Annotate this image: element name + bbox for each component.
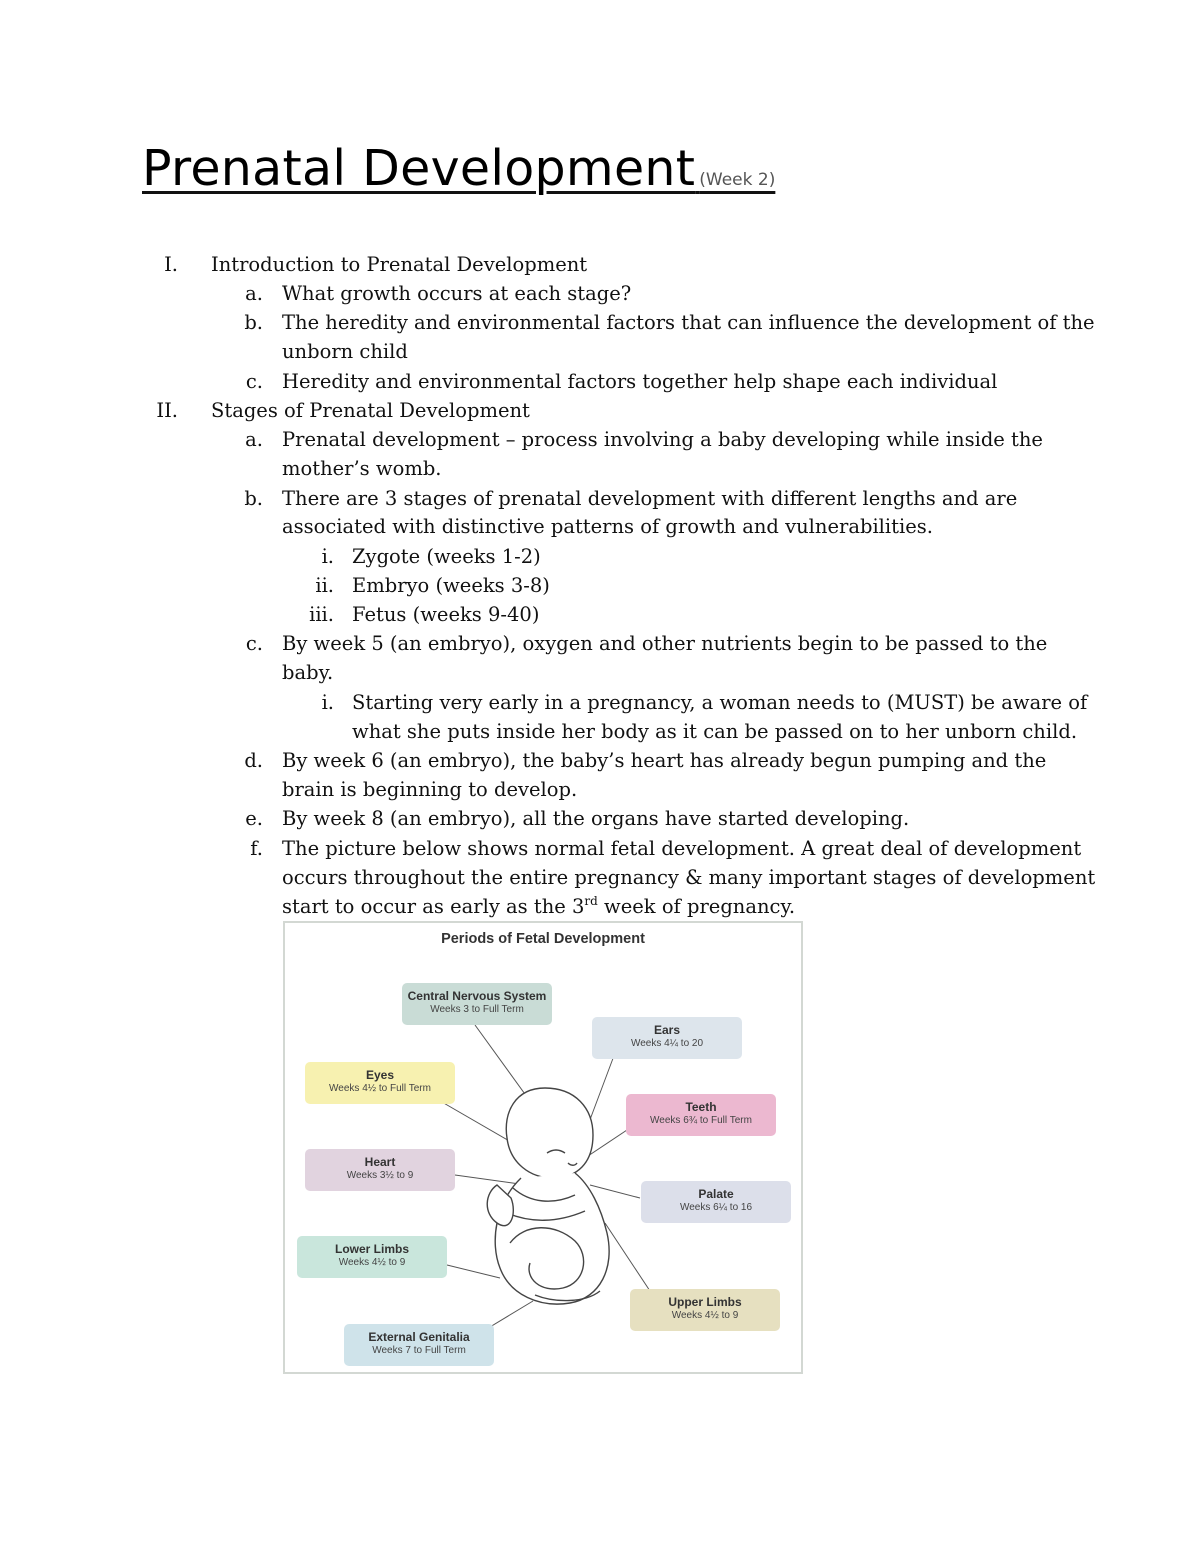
outline-item-i-b-line2: unborn child	[282, 340, 408, 363]
label-palate	[641, 1181, 791, 1223]
label-central-nervous-system	[402, 983, 552, 1025]
outline-item-ii-d-line2: brain is beginning to develop.	[282, 778, 578, 801]
fetus-body	[495, 1173, 609, 1304]
label-ears-name: Ears	[653, 1023, 681, 1037]
outline-item-ii-c-i-line1: Starting very early in a pregnancy, a woman needs to (MUST) be aware of	[352, 691, 1088, 714]
leader-line-upper-limbs	[605, 1223, 650, 1291]
outline-item-ii-b-i: Zygote (weeks 1-2)	[352, 545, 541, 568]
label-eyes-name: Eyes	[365, 1068, 395, 1082]
label-ears-weeks: Weeks 4¼ to 20	[630, 1038, 704, 1049]
outline-marker-ii-e: e.	[245, 807, 263, 830]
label-lower-limbs-weeks: Weeks 4½ to 9	[338, 1257, 406, 1268]
leader-line-lower-limbs	[447, 1265, 500, 1278]
line3-post: week of pregnancy.	[597, 895, 796, 918]
outline-item-ii-b-iii: Fetus (weeks 9-40)	[352, 603, 540, 626]
outline-marker-i-a: a.	[245, 282, 263, 305]
outline-item-ii-a-line2: mother’s womb.	[282, 457, 442, 480]
outline-item-ii-f-line1: The picture below shows normal fetal development. A great deal of development	[282, 837, 1082, 860]
label-eyes	[305, 1062, 455, 1104]
label-eyes-weeks: Weeks 4½ to Full Term	[329, 1083, 431, 1094]
outline-item-i: Introduction to Prenatal Development	[211, 253, 588, 276]
label-cns-weeks: Weeks 3 to Full Term	[430, 1004, 524, 1015]
label-upper-limbs-weeks: Weeks 4½ to 9	[671, 1310, 739, 1321]
label-teeth-name: Teeth	[685, 1100, 717, 1114]
label-upper-limbs-name: Upper Limbs	[668, 1295, 742, 1309]
outline-item-ii-f-line2: occurs throughout the entire pregnancy & many important stages of development	[282, 866, 1096, 889]
fetus-outline	[487, 1088, 609, 1304]
line3-sup: rd	[584, 894, 598, 908]
label-teeth-weeks: Weeks 6¾ to Full Term	[650, 1115, 752, 1126]
outline-marker-ii-d: d.	[244, 749, 263, 772]
outline-item-i-a: What growth occurs at each stage?	[282, 282, 632, 305]
outline-marker-ii-a: a.	[245, 428, 263, 451]
title-text: Prenatal Development	[142, 140, 696, 197]
outline-marker-ii-c: c.	[245, 632, 263, 655]
label-heart-name: Heart	[364, 1155, 396, 1169]
outline-item-ii-f-line3	[282, 892, 795, 921]
leader-line-palate	[590, 1185, 640, 1198]
outline-marker-ii-b-i: i.	[321, 545, 334, 568]
outline-marker-ii-c-i: i.	[321, 691, 334, 714]
outline-marker-i-b: b.	[244, 311, 263, 334]
outline-marker-ii: II.	[156, 399, 178, 422]
label-teeth	[626, 1094, 776, 1136]
outline-item-i-b-line1: The heredity and environmental factors that can influence the development of the	[282, 311, 1095, 334]
outline-marker-ii-b-iii: iii.	[309, 603, 334, 626]
label-upper-limbs	[630, 1289, 780, 1331]
outline-marker-ii-b-ii: ii.	[315, 574, 334, 597]
outline-item-ii-e: By week 8 (an embryo), all the organs have started developing.	[282, 807, 910, 830]
outline-item-i-c: Heredity and environmental factors together help shape each individual	[282, 370, 998, 393]
figure-title: Periods of Fetal Development	[441, 931, 645, 947]
outline-item-ii-c-line2: baby.	[282, 661, 334, 684]
outline-item-ii-b-ii: Embryo (weeks 3-8)	[352, 574, 550, 597]
outline-item-ii: Stages of Prenatal Development	[211, 399, 530, 422]
label-lower-limbs-name: Lower Limbs	[334, 1242, 409, 1256]
title-week: (Week 2)	[699, 170, 776, 190]
label-heart	[305, 1149, 455, 1191]
outline-item-ii-c-line1: By week 5 (an embryo), oxygen and other nutrients begin to be passed to the	[282, 632, 1048, 655]
outline-marker-ii-b: b.	[244, 487, 263, 510]
fetus-head	[506, 1088, 593, 1178]
outline-marker-ii-f: f.	[250, 837, 263, 860]
label-external-genitalia	[344, 1324, 494, 1366]
line3-pre: start to occur as early as the 3	[282, 895, 585, 918]
label-genitalia-name: External Genitalia	[368, 1330, 470, 1344]
outline-item-ii-c-i-line2: what she puts inside her body as it can be passed on to her unborn child.	[352, 720, 1078, 743]
label-palate-weeks: Weeks 6¼ to 16	[679, 1202, 753, 1213]
label-heart-weeks: Weeks 3½ to 9	[346, 1170, 414, 1181]
outline-item-ii-a-line1: Prenatal development – process involving a baby developing while inside the	[282, 428, 1043, 451]
outline-item-ii-d-line1: By week 6 (an embryo), the baby’s heart has already begun pumping and the	[282, 749, 1047, 772]
label-palate-name: Palate	[698, 1187, 734, 1201]
label-lower-limbs	[297, 1236, 447, 1278]
label-cns-name: Central Nervous System	[407, 989, 547, 1003]
page-title	[142, 140, 775, 197]
outline-marker-i: I.	[164, 253, 178, 276]
fetal-development-figure	[283, 921, 803, 1374]
label-genitalia-weeks: Weeks 7 to Full Term	[372, 1345, 466, 1356]
outline-item-ii-b-line1: There are 3 stages of prenatal development with different lengths and are	[282, 487, 1018, 510]
label-ears	[592, 1017, 742, 1059]
outline-marker-i-c: c.	[245, 370, 263, 393]
outline-item-ii-b-line2: associated with distinctive patterns of growth and vulnerabilities.	[282, 515, 933, 538]
